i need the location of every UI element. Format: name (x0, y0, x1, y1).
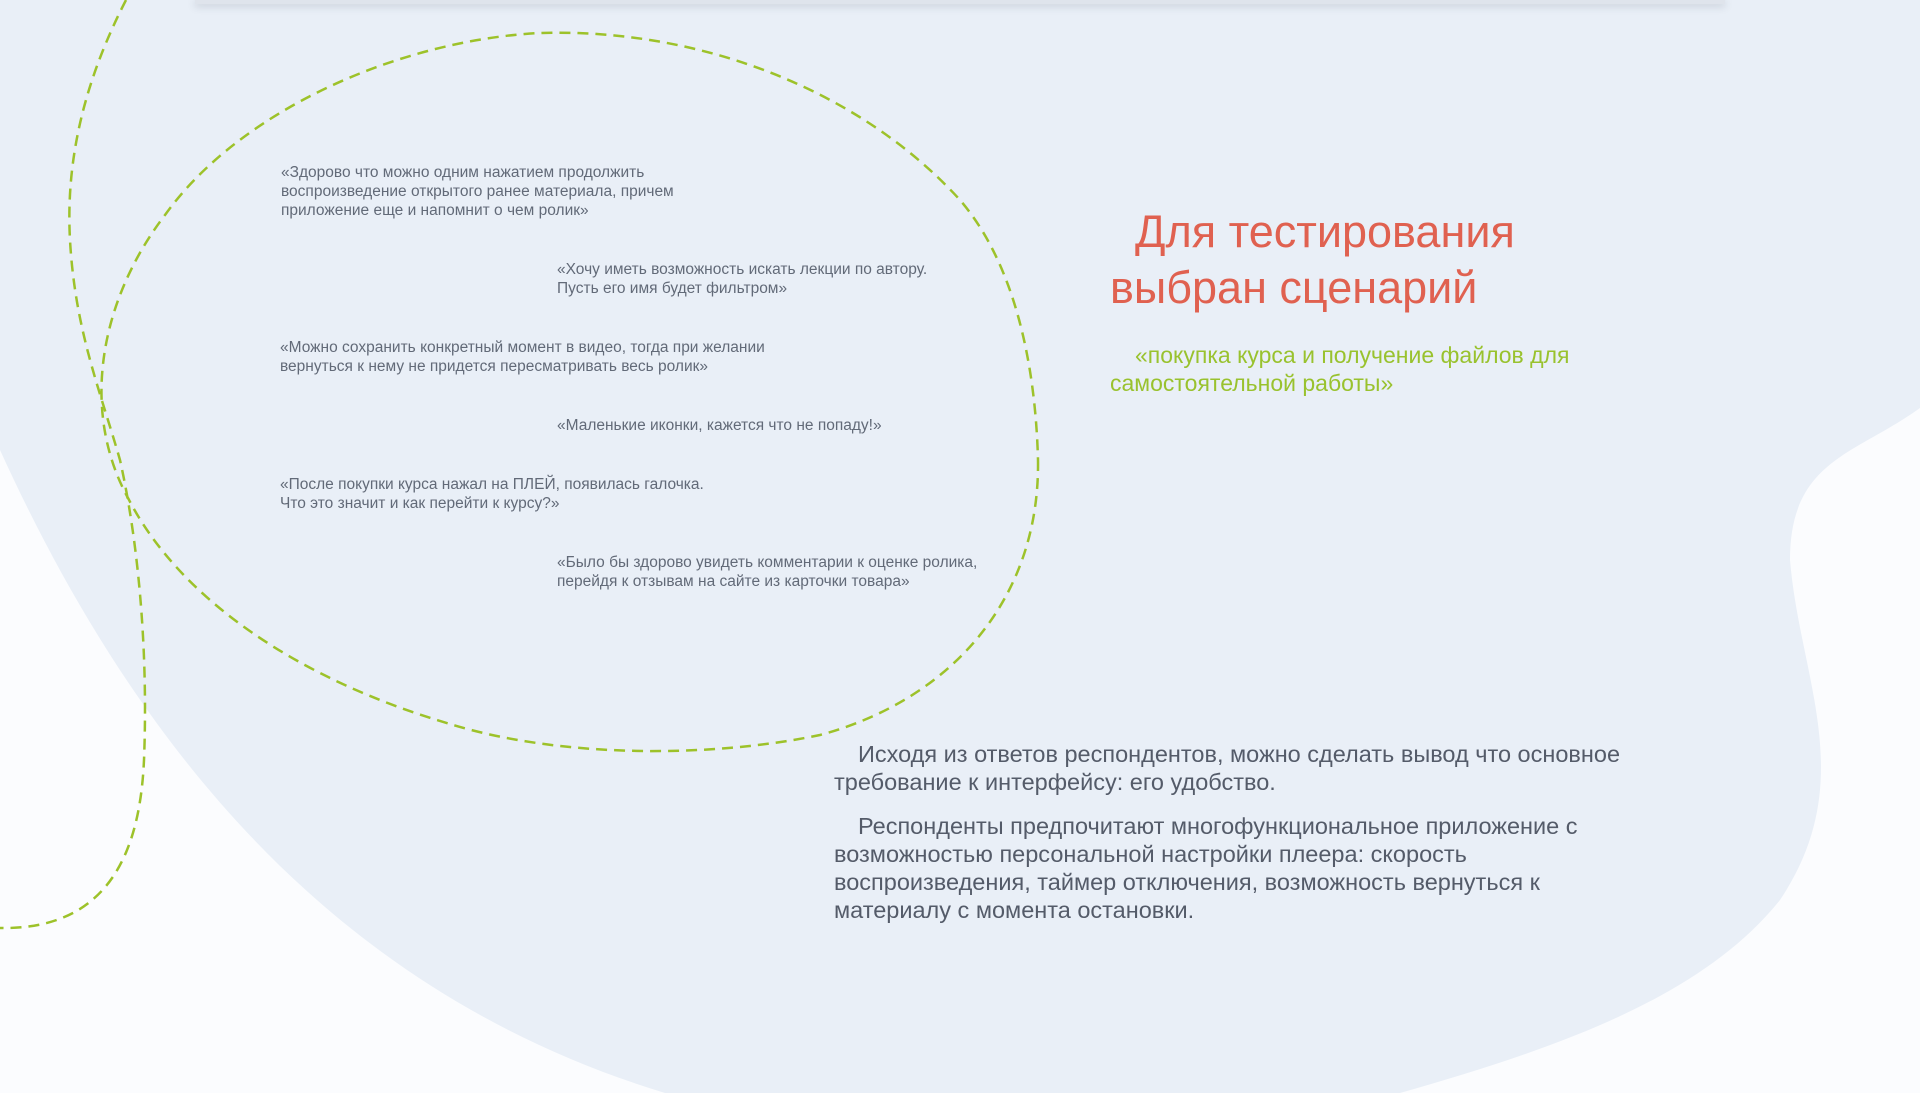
conclusion-paragraph-2: Респонденты предпочитают многофункциональное приложение с возможностью персональной настройки плеера: скорость воспроизведения, таймер отключения, возможность вернуться к материалу с момента остановки. (834, 813, 1578, 923)
quote-3: «Можно сохранить конкретный момент в видео, тогда при желании вернуться к нему не придется пересматривать весь ролик» (280, 339, 765, 375)
conclusion-paragraph-1: Исходя из ответов респондентов, можно сделать вывод что основное требование к интерфейсу: его удобство. (834, 741, 1621, 795)
quote-2: «Хочу иметь возможность искать лекции по автору. Пусть его имя будет фильтром» (557, 261, 928, 297)
quote-1: «Здорово что можно одним нажатием продолжить воспроизведение открытого ранее материала, причем приложение еще и напомнит о чем ролик» (281, 164, 674, 219)
scenario-heading: Для тестирования выбран сценарий (1110, 206, 1515, 313)
quote-4: «Маленькие иконки, кажется что не попаду!» (557, 417, 882, 434)
quote-5: «После покупки курса нажал на ПЛЕЙ, появилась галочка. Что это значит и как перейти к курсу?» (280, 476, 704, 512)
scenario-title: «покупка курса и получение файлов для самостоятельной работы» (1110, 342, 1570, 396)
quote-6: «Было бы здорово увидеть комментарии к оценке ролика, перейдя к отзывам на сайте из карточки товара» (557, 554, 978, 590)
top-bar-edge (195, 0, 1725, 4)
